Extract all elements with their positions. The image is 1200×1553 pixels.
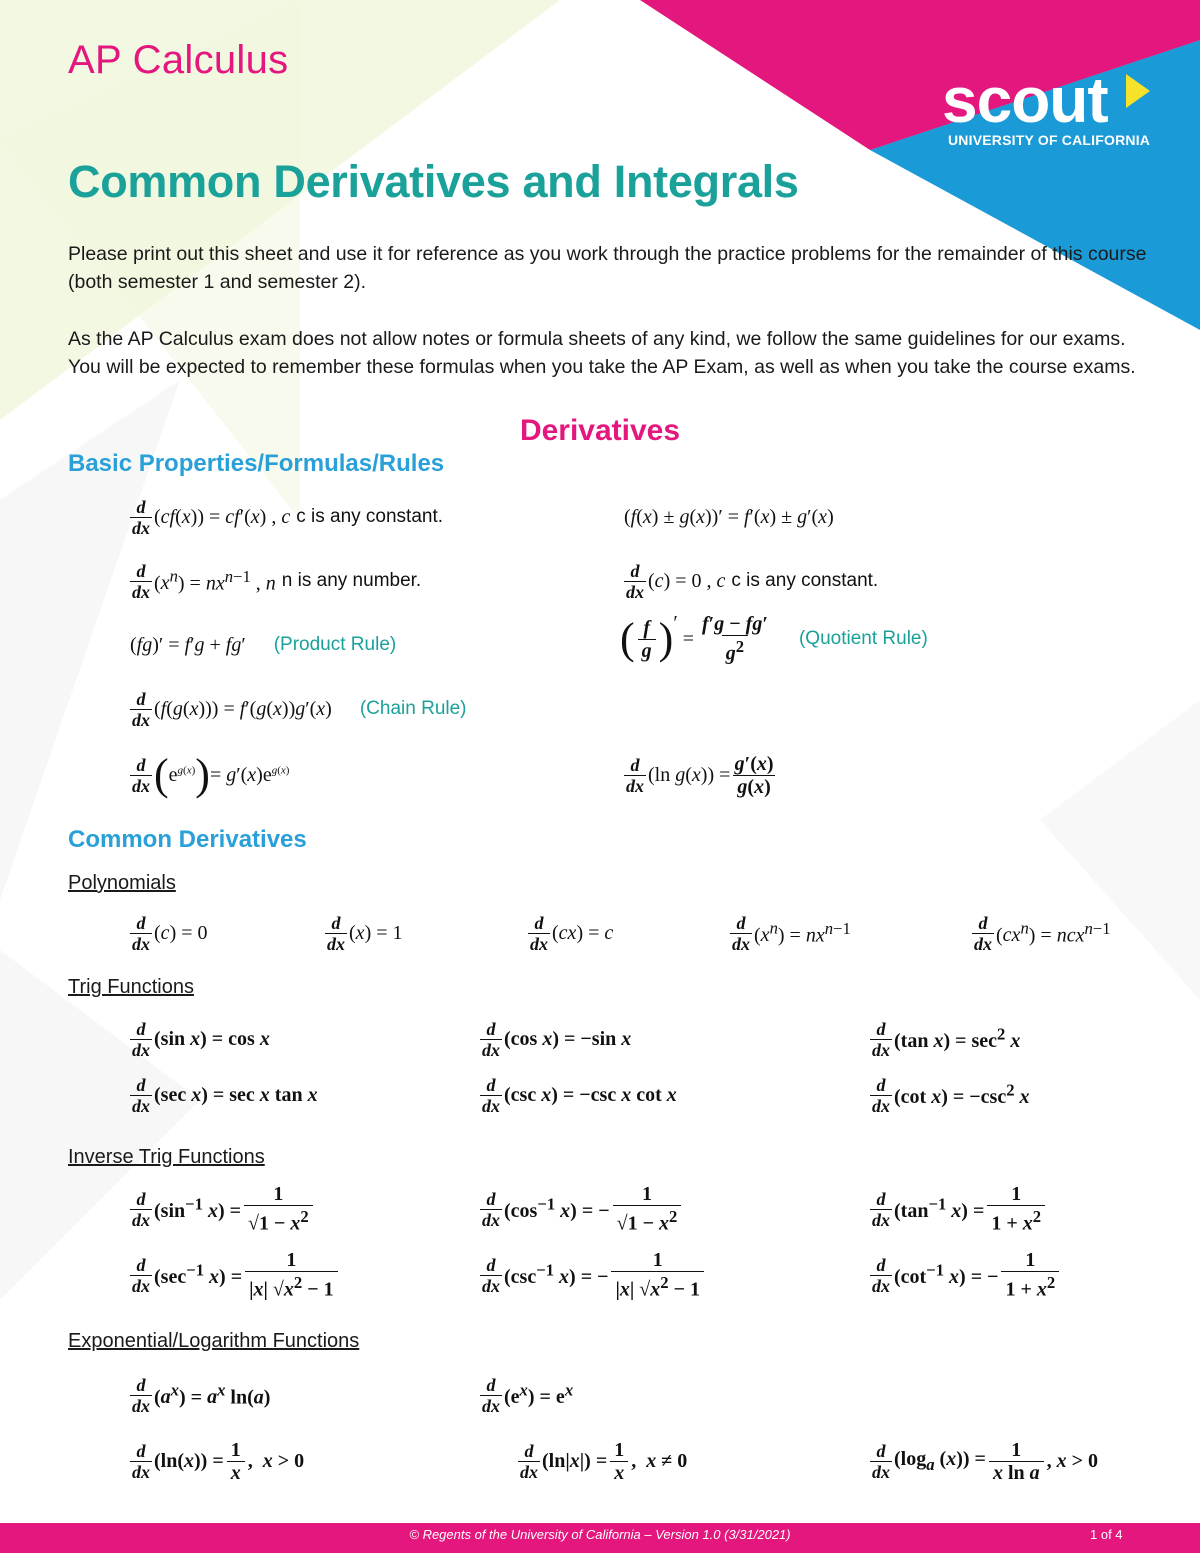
page-title: Common Derivatives and Integrals [68, 156, 799, 207]
number-note: n is any number. [281, 570, 422, 591]
formula-d-ax: d dx $(a^x) = a^x$ ln(a) [132, 1374, 271, 1416]
formula-ln-chain: d dx (ln g(x)) = $\frac{g'(x)}{g(x)}$ [626, 752, 774, 798]
page-number: 1 of 4 [1090, 1527, 1123, 1542]
chain-rule-label: (Chain Rule) [359, 698, 467, 719]
derivatives-heading: Derivatives [519, 414, 681, 447]
trig-label: Trig Functions [68, 976, 194, 998]
formula-poly-cxn: d dx $(cx^n) = ncx^{n-1}$ [974, 912, 1111, 954]
formula-d-ln: d dx (ln(x)) = $\frac{1}{x}$ , x > 0 [132, 1438, 305, 1484]
polynomials-label: Polynomials [68, 872, 176, 894]
formula-quotient-rule: ( $\frac{f}{g}$ ) ′ = $\frac{f'g - fg'}{g^2}$ (Quotient Rule) [620, 612, 928, 665]
formula-poly-xn: d dx $(x^n) = nx^{n-1}$ [732, 912, 851, 954]
constant-note: c is any constant. [296, 506, 444, 527]
formula-power-rule: d dx $(x^n) = nx^{n-1}$ , n n is any number. [132, 560, 422, 602]
scout-logo [942, 64, 1162, 158]
formula-constant-derivative: d dx (c) = 0 , c c is any constant. [626, 560, 879, 602]
formula-sum-rule: (f(x) ± g(x))′ = f′(x) ± g′(x) [624, 505, 834, 528]
formula-d-tan: d dx (tan $x) = \sec^2 x$ [872, 1018, 1021, 1060]
formula-d-sec: d dx (sec x) = sec x tan x [132, 1074, 318, 1116]
formula-d-ln-abs: d dx (ln|x|) = $\frac{1}{x}$ , x ≠ 0 [520, 1438, 688, 1484]
product-rule-label: (Product Rule) [273, 634, 397, 655]
formula-d-csc: d dx (csc x) = −csc x cot x [482, 1074, 677, 1116]
formula-poly-x: d dx (x) = 1 [327, 912, 403, 954]
formula-d-log-a: d dx ($\log_a$ (x)) = $\frac{1}{\text{x ln a}}$ , x > 0 [872, 1438, 1099, 1484]
intro-paragraph-2: As the AP Calculus exam does not allow notes or formula sheets of any kind, we follow the same guidelines for our exams. You will be expected to remember these formulas when you take the AP Exam, as well as when you take the course exams. [68, 328, 1136, 378]
exp-log-label: Exponential/Logarithm Functions [68, 1330, 360, 1352]
constant-note-2: c is any constant. [731, 570, 879, 591]
formula-d-arcsin: d dx ($\sin^{-1}$ x) = $\frac{1}{√1 - x^2}$ [130, 1182, 316, 1236]
common-derivatives-heading: Common Derivatives [68, 826, 307, 853]
footer-copyright: © Regents of the University of California – Version 1.0 (3/31/2021) [409, 1527, 791, 1542]
logo-subtitle: UNIVERSITY OF CALIFORNIA [948, 132, 1151, 148]
formula-poly-cx: d dx (cx) = c [530, 912, 614, 954]
formula-product-rule: (fg)′ = f′g + fg′ (Product Rule) [130, 633, 397, 656]
formula-exp-chain: d dx ( $e^{g(x)}$ ) = $g'(x)e^{g(x)}$ [132, 750, 290, 799]
intro-paragraph-1: Please print out this sheet and use it for reference as you work through the practice problems for the remainder of this course (both semester 1 and semester 2). [68, 243, 1147, 293]
formula-d-arccot: d dx ($\cot^{-1}$ x) = − $\frac{1}{1 + x^2}$ [870, 1248, 1062, 1302]
formula-d-cot: d dx (cot $x) = -\csc^2$ x [872, 1074, 1030, 1116]
formula-d-arccsc: d dx ($\csc^{-1}$ x) = − $\frac{1}{|x| √x^2 - 1}$ [480, 1248, 707, 1302]
basic-rules-heading: Basic Properties/Formulas/Rules [68, 450, 445, 477]
formula-d-ex: d dx $(e^x) = e^x$ [482, 1374, 574, 1416]
formula-d-cos: d dx (cos x) = −sin x [482, 1018, 632, 1060]
inverse-trig-label: Inverse Trig Functions [68, 1146, 265, 1168]
formula-d-arcsec: d dx ($\sec^{-1}$ x) = $\frac{1}{|x| √x^2 - 1}$ [130, 1248, 341, 1302]
play-arrow-icon [1126, 74, 1150, 108]
course-title: AP Calculus [68, 38, 289, 82]
quotient-rule-label: (Quotient Rule) [798, 628, 928, 649]
formula-chain-rule: d dx (f(g(x))) = f′(g(x))g′(x) (Chain Rule) [132, 688, 467, 730]
formula-d-arccos: d dx ($\cos^{-1}$ x) = − $\frac{1}{√1 - x^2}$ [480, 1182, 684, 1236]
formula-constant-multiple: d dx (cf(x)) = cf′(x) , c c is any constant. [132, 496, 444, 538]
formula-poly-constant: d dx (c) = 0 [132, 912, 208, 954]
formula-d-sin: d dx (sin x) = cos x [132, 1018, 270, 1060]
formula-d-arctan: d dx ($\tan^{-1}$ x) = $\frac{1}{1 + x^2}$ [870, 1182, 1048, 1236]
logo-word: scout [942, 64, 1108, 136]
